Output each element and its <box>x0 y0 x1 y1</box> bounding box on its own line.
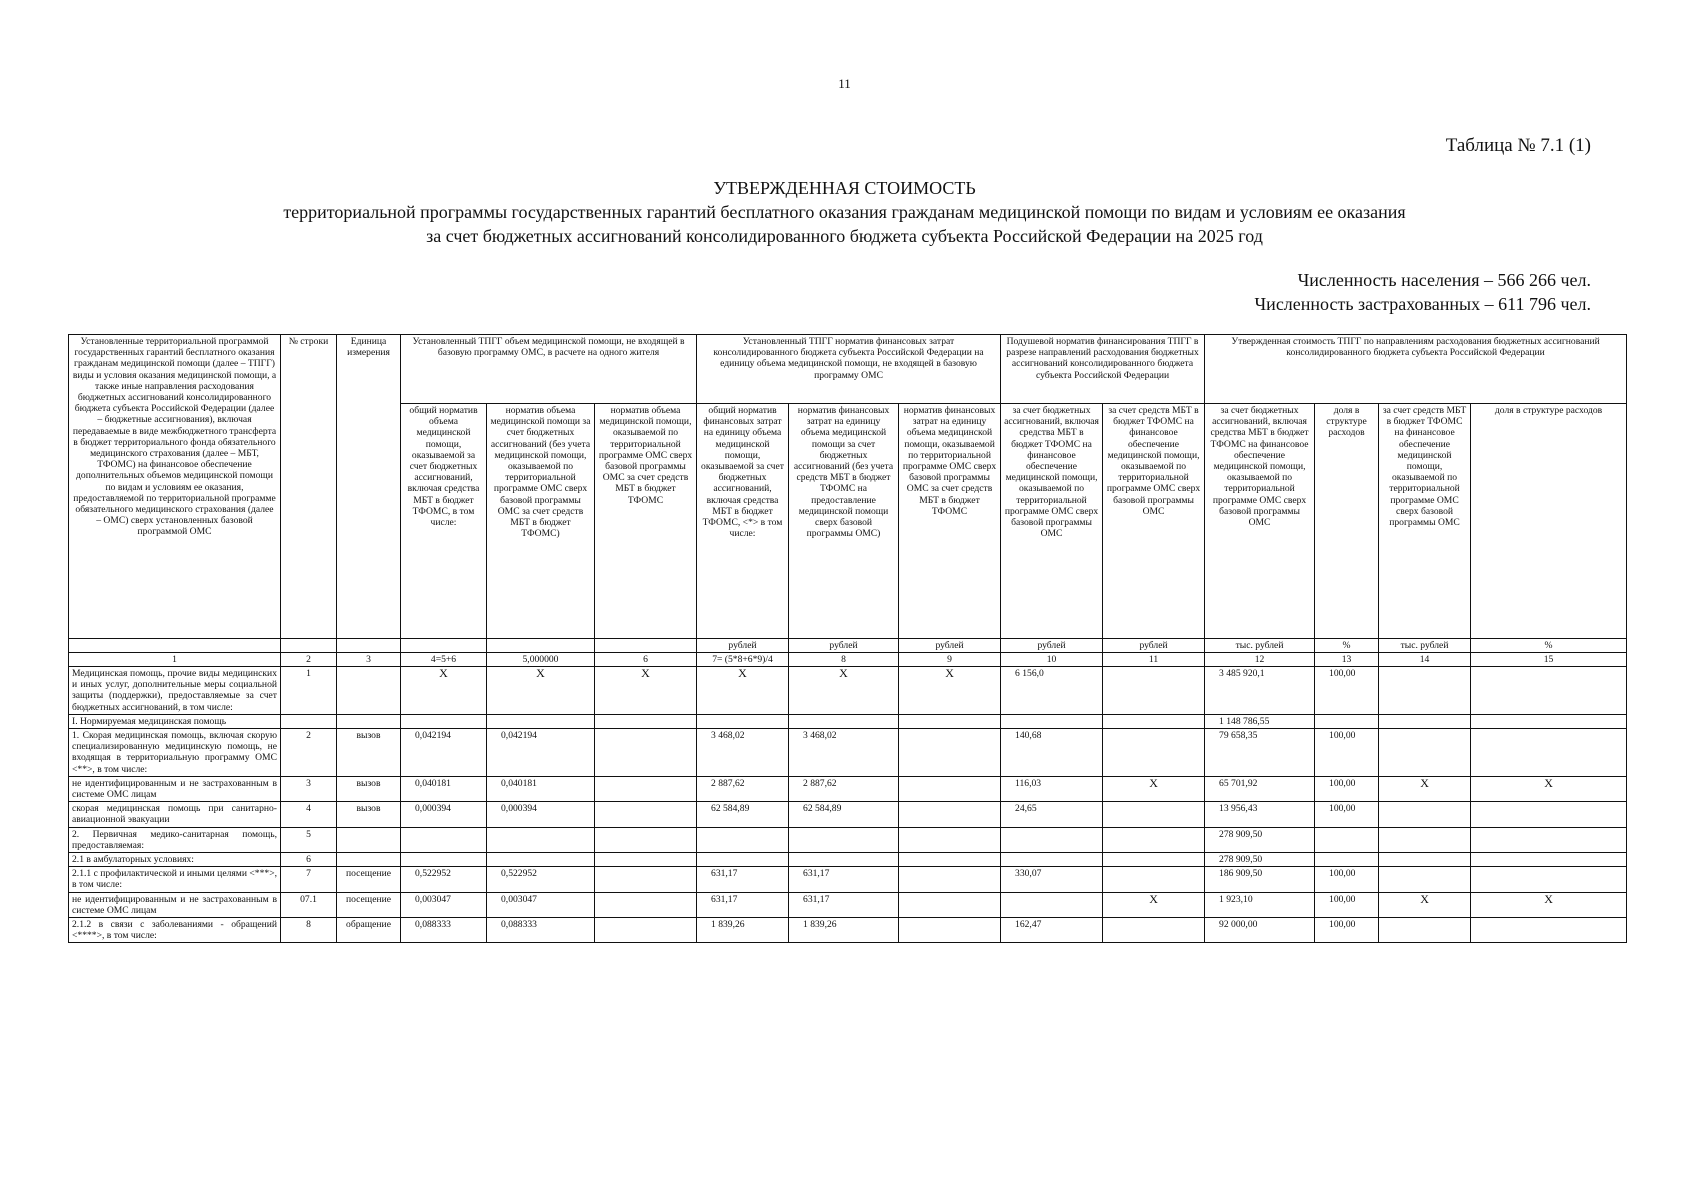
row-value: 2 887,62 <box>789 776 899 801</box>
row-value <box>595 892 697 917</box>
unit-cell <box>401 639 487 653</box>
row-value: 0,522952 <box>401 867 487 892</box>
row-value <box>595 918 697 943</box>
header-col-1: Установленные территориальной программой государственных гарантий бесплатного оказания гражданам медицинской помощи (далее – ТПГГ) виды и условия оказания медицинской помощи, а также иные направления расходования бюджетных ассигнований консолидированного бюджета субъекта Российской Федерации (далее – бюджетные ассигнования), включая передаваемые в виде межбюджетного трансферта в бюджет территориального фонда обязательного медицинского страхования (далее – МБТ, ТФОМС) на финансовое обеспечение дополнительных объемов медицинской помощи по видам и условиям ее оказания, предоставляемой по территориальной программе обязательного медицинского страхования (далее – ОМС) сверх установленных базовой программой ОМС <box>69 335 281 639</box>
table-row <box>69 827 1627 852</box>
unit-cell: рублей <box>789 639 899 653</box>
row-value <box>1103 802 1205 827</box>
row-value: 0,088333 <box>487 918 595 943</box>
row-value <box>1103 714 1205 728</box>
row-value: 62 584,89 <box>789 802 899 827</box>
row-value: X <box>595 667 697 715</box>
row-value: 330,07 <box>1001 867 1103 892</box>
row-value: 100,00 <box>1315 729 1379 777</box>
row-value: 631,17 <box>789 867 899 892</box>
row-unit <box>337 667 401 715</box>
row-description: скорая медицинская помощь при санитарно-авиационной эвакуации <box>69 802 281 827</box>
row-value <box>899 729 1001 777</box>
header-col-9: норматив финансовых затрат на единицу объема медицинской помощи, оказываемой по территориальной программе ОМС сверх базовой программы ОМС за счет средств МБТ в бюджет ТФОМС <box>899 404 1001 639</box>
table-row <box>69 776 1627 801</box>
row-value <box>1315 827 1379 852</box>
column-index-cell: 15 <box>1471 653 1627 667</box>
row-value <box>487 714 595 728</box>
row-value <box>1379 667 1471 715</box>
row-value <box>899 867 1001 892</box>
row-description: 2.1.2 в связи с заболеваниями - обращений <****>, в том числе: <box>69 918 281 943</box>
row-value: 0,088333 <box>401 918 487 943</box>
row-value <box>1471 853 1627 867</box>
unit-cell <box>595 639 697 653</box>
row-value: 100,00 <box>1315 867 1379 892</box>
header-col-6: норматив объема медицинской помощи, оказываемой по территориальной программе ОМС сверх базовой программы ОМС за счет средств МБТ в бюджет ТФОМС <box>595 404 697 639</box>
row-value: X <box>1103 776 1205 801</box>
row-unit: посещение <box>337 867 401 892</box>
row-value <box>1001 892 1103 917</box>
title-line-3: за счет бюджетных ассигнований консолидированного бюджета субъекта Российской Федерации на 2025 год <box>426 226 1263 246</box>
row-value: 0,042194 <box>487 729 595 777</box>
row-value: X <box>697 667 789 715</box>
row-value: 0,003047 <box>487 892 595 917</box>
unit-cell: рублей <box>1103 639 1205 653</box>
row-value <box>595 802 697 827</box>
column-index-cell: 8 <box>789 653 899 667</box>
row-number: 7 <box>281 867 337 892</box>
row-value: 1 148 786,55 <box>1205 714 1315 728</box>
column-index-cell: 13 <box>1315 653 1379 667</box>
row-description: 2.1 в амбулаторных условиях: <box>69 853 281 867</box>
header-col-13: доля в структуре расходов <box>1315 404 1379 639</box>
row-value: 631,17 <box>789 892 899 917</box>
row-number: 2 <box>281 729 337 777</box>
row-value <box>1315 853 1379 867</box>
header-col-12: за счет бюджетных ассигнований, включая средства МБТ в бюджет ТФОМС на финансовое обеспечение медицинской помощи, оказываемой по территориальной программе ОМС сверх базовой программы ОМС <box>1205 404 1315 639</box>
table-row <box>69 729 1627 777</box>
row-value: 631,17 <box>697 892 789 917</box>
column-index-cell: 11 <box>1103 653 1205 667</box>
row-value <box>1379 729 1471 777</box>
header-row-groups <box>69 335 1627 404</box>
units-row <box>69 639 1627 653</box>
unit-cell: рублей <box>1001 639 1103 653</box>
row-value <box>1103 827 1205 852</box>
table-row <box>69 867 1627 892</box>
row-unit: обращение <box>337 918 401 943</box>
row-number: 4 <box>281 802 337 827</box>
row-value: 2 887,62 <box>697 776 789 801</box>
column-index-cell: 14 <box>1379 653 1471 667</box>
row-value <box>789 714 899 728</box>
row-value: 140,68 <box>1001 729 1103 777</box>
row-description: не идентифицированным и не застрахованным в системе ОМС лицам <box>69 776 281 801</box>
header-col-8: норматив финансовых затрат на единицу объема медицинской помощи за счет бюджетных ассигнований (без учета средств МБТ в бюджет ТФОМС на предоставление медицинской помощи сверх базовой программы ОМС) <box>789 404 899 639</box>
row-value: 24,65 <box>1001 802 1103 827</box>
column-index-cell: 12 <box>1205 653 1315 667</box>
row-description: 2. Первичная медико-санитарная помощь, предоставляемая: <box>69 827 281 852</box>
row-value <box>595 714 697 728</box>
row-number: 8 <box>281 918 337 943</box>
column-index-cell: 10 <box>1001 653 1103 667</box>
header-col-3: Единица измерения <box>337 335 401 639</box>
row-value <box>1471 802 1627 827</box>
row-value: X <box>1379 892 1471 917</box>
row-value <box>1379 802 1471 827</box>
population-total: Численность населения – 566 266 чел. <box>1297 270 1591 290</box>
title-line-1: УТВЕРЖДЕННАЯ СТОИМОСТЬ <box>713 178 976 198</box>
row-value <box>1103 918 1205 943</box>
row-unit: вызов <box>337 729 401 777</box>
column-index-cell: 9 <box>899 653 1001 667</box>
row-value: 100,00 <box>1315 776 1379 801</box>
row-value <box>1471 714 1627 728</box>
unit-cell <box>69 639 281 653</box>
population-insured: Численность застрахованных – 611 796 чел. <box>1254 294 1591 314</box>
header-col-15: доля в структуре расходов <box>1471 404 1627 639</box>
row-number: 07.1 <box>281 892 337 917</box>
row-value: 116,03 <box>1001 776 1103 801</box>
row-value <box>595 776 697 801</box>
row-value: 0,003047 <box>401 892 487 917</box>
row-description: I. Нормируемая медицинская помощь <box>69 714 281 728</box>
row-value <box>1001 714 1103 728</box>
row-value <box>595 827 697 852</box>
row-value: 162,47 <box>1001 918 1103 943</box>
page-number: 11 <box>838 76 851 91</box>
row-value <box>1471 729 1627 777</box>
header-col-5: норматив объема медицинской помощи за счет бюджетных ассигнований (без учета медицинской помощи, оказываемой по территориальной программе ОМС сверх базовой программы ОМС за счет средств МБТ в бюджет ТФОМС) <box>487 404 595 639</box>
population-info <box>1254 268 1591 316</box>
header-group-volume: Установленный ТПГГ объем медицинской помощи, не входящей в базовую программу ОМС, в расчете на одного жителя <box>401 335 697 404</box>
row-unit <box>337 714 401 728</box>
row-description: не идентифицированным и не застрахованным в системе ОМС лицам <box>69 892 281 917</box>
row-value <box>899 892 1001 917</box>
row-value: 278 909,50 <box>1205 827 1315 852</box>
row-value <box>1379 853 1471 867</box>
row-value <box>697 853 789 867</box>
column-index-cell: 6 <box>595 653 697 667</box>
row-value: 1 839,26 <box>697 918 789 943</box>
row-value: X <box>899 667 1001 715</box>
row-value: 62 584,89 <box>697 802 789 827</box>
row-value <box>899 776 1001 801</box>
cost-table <box>68 334 1627 943</box>
header-col-2: № строки <box>281 335 337 639</box>
row-value: X <box>1103 892 1205 917</box>
row-number <box>281 714 337 728</box>
header-group-approved-cost: Утвержденная стоимость ТПГГ по направлениям расходования бюджетных ассигнований консолидированного бюджета субъекта Российской Федерации <box>1205 335 1627 404</box>
unit-cell: тыс. рублей <box>1205 639 1315 653</box>
row-value <box>697 714 789 728</box>
column-index-cell: 7= (5*8+6*9)/4 <box>697 653 789 667</box>
row-value <box>1379 827 1471 852</box>
row-value: 631,17 <box>697 867 789 892</box>
header-group-per-capita: Подушевой норматив финансирования ТПГГ в разрезе направлений расходования бюджетных ассигнований консолидированного бюджета субъекта Российской Федерации <box>1001 335 1205 404</box>
table-row <box>69 802 1627 827</box>
header-col-4: общий норматив объема медицинской помощи, оказываемой за счет бюджетных ассигнований, включая средства МБТ в бюджет ТФОМС, в том числе: <box>401 404 487 639</box>
unit-cell: рублей <box>697 639 789 653</box>
row-value: 278 909,50 <box>1205 853 1315 867</box>
row-value: 79 658,35 <box>1205 729 1315 777</box>
column-index-cell: 5,000000 <box>487 653 595 667</box>
row-value <box>1103 867 1205 892</box>
unit-cell: % <box>1315 639 1379 653</box>
row-value <box>1379 714 1471 728</box>
row-value: X <box>401 667 487 715</box>
row-value <box>789 853 899 867</box>
column-index-cell: 1 <box>69 653 281 667</box>
row-value: 6 156,0 <box>1001 667 1103 715</box>
row-value <box>1315 714 1379 728</box>
row-value <box>899 853 1001 867</box>
row-value <box>595 729 697 777</box>
unit-cell: тыс. рублей <box>1379 639 1471 653</box>
row-value <box>1001 827 1103 852</box>
row-value: 0,000394 <box>401 802 487 827</box>
header-col-11: за счет средств МБТ в бюджет ТФОМС на финансовое обеспечение медицинской помощи, оказываемой по территориальной программе ОМС сверх базовой программы ОМС <box>1103 404 1205 639</box>
unit-cell <box>337 639 401 653</box>
title-line-2: территориальной программы государственных гарантий бесплатного оказания гражданам медицинской помощи по видам и условиям ее оказания <box>283 202 1406 222</box>
unit-cell <box>487 639 595 653</box>
row-value: 0,000394 <box>487 802 595 827</box>
row-value: 65 701,92 <box>1205 776 1315 801</box>
header-col-7: общий норматив финансовых затрат на единицу объема медицинской помощи, оказываемой за счет бюджетных ассигнований, включая средства МБТ в бюджет ТФОМС, <*> в том числе: <box>697 404 789 639</box>
row-value: 1 923,10 <box>1205 892 1315 917</box>
row-unit: вызов <box>337 802 401 827</box>
row-value: 186 909,50 <box>1205 867 1315 892</box>
row-value: 1 839,26 <box>789 918 899 943</box>
row-value: 100,00 <box>1315 918 1379 943</box>
row-value <box>899 802 1001 827</box>
row-value: 3 485 920,1 <box>1205 667 1315 715</box>
table-row <box>69 714 1627 728</box>
row-value <box>401 714 487 728</box>
table-row <box>69 892 1627 917</box>
row-value <box>487 853 595 867</box>
column-index-row <box>69 653 1627 667</box>
header-col-14: за счет средств МБТ в бюджет ТФОМС на финансовое обеспечение медицинской помощи, оказываемой по территориальной программе ОМС сверх базовой программы ОМС <box>1379 404 1471 639</box>
row-value <box>899 827 1001 852</box>
row-value <box>1471 918 1627 943</box>
unit-cell: % <box>1471 639 1627 653</box>
column-index-cell: 3 <box>337 653 401 667</box>
row-value: 0,042194 <box>401 729 487 777</box>
row-value <box>401 853 487 867</box>
row-value: X <box>1471 776 1627 801</box>
row-unit <box>337 827 401 852</box>
row-value <box>1379 867 1471 892</box>
row-value <box>1471 667 1627 715</box>
unit-cell <box>281 639 337 653</box>
row-number: 1 <box>281 667 337 715</box>
row-value <box>1001 853 1103 867</box>
table-row <box>69 918 1627 943</box>
row-value: X <box>789 667 899 715</box>
row-value <box>595 853 697 867</box>
row-value <box>697 827 789 852</box>
row-unit: вызов <box>337 776 401 801</box>
row-value <box>899 714 1001 728</box>
row-value: 92 000,00 <box>1205 918 1315 943</box>
row-value: 0,522952 <box>487 867 595 892</box>
unit-cell: рублей <box>899 639 1001 653</box>
document-title <box>0 176 1689 248</box>
row-number: 3 <box>281 776 337 801</box>
row-value: 13 956,43 <box>1205 802 1315 827</box>
row-value <box>595 867 697 892</box>
row-description: Медицинская помощь, прочие виды медицинских и иных услуг, дополнительные меры социальной защиты (поддержки), предоставляемые за счет бюджетных ассигнований, в том числе: <box>69 667 281 715</box>
row-number: 6 <box>281 853 337 867</box>
row-value: 0,040181 <box>487 776 595 801</box>
row-value <box>1471 827 1627 852</box>
row-value: 0,040181 <box>401 776 487 801</box>
row-value: 100,00 <box>1315 892 1379 917</box>
row-value <box>1103 729 1205 777</box>
row-number: 5 <box>281 827 337 852</box>
row-value <box>789 827 899 852</box>
row-value: 3 468,02 <box>697 729 789 777</box>
table-row <box>69 667 1627 715</box>
row-value <box>1379 918 1471 943</box>
row-value: 3 468,02 <box>789 729 899 777</box>
column-index-cell: 2 <box>281 653 337 667</box>
row-description: 2.1.1 с профилактической и иными целями <***>, в том числе: <box>69 867 281 892</box>
row-value: 100,00 <box>1315 667 1379 715</box>
row-value <box>401 827 487 852</box>
column-index-cell: 4=5+6 <box>401 653 487 667</box>
row-unit <box>337 853 401 867</box>
row-value <box>487 827 595 852</box>
row-value: X <box>1379 776 1471 801</box>
table-reference: Таблица № 7.1 (1) <box>1445 135 1591 156</box>
header-col-10: за счет бюджетных ассигнований, включая средства МБТ в бюджет ТФОМС на финансовое обеспечение медицинской помощи, оказываемой по территориальной программе ОМС сверх базовой программы ОМС <box>1001 404 1103 639</box>
row-value <box>1471 867 1627 892</box>
row-value: X <box>487 667 595 715</box>
row-unit: посещение <box>337 892 401 917</box>
row-value <box>899 918 1001 943</box>
row-value <box>1103 853 1205 867</box>
header-group-cost-norm: Установленный ТПГГ норматив финансовых затрат консолидированного бюджета субъекта Российской Федерации на единицу объема медицинской помощи, не входящей в базовую программу ОМС <box>697 335 1001 404</box>
row-value <box>1103 667 1205 715</box>
row-description: 1. Скорая медицинская помощь, включая скорую специализированную медицинскую помощь, не входящая в территориальную программу ОМС <**>, в том числе: <box>69 729 281 777</box>
row-value: 100,00 <box>1315 802 1379 827</box>
table-row <box>69 853 1627 867</box>
row-value: X <box>1471 892 1627 917</box>
